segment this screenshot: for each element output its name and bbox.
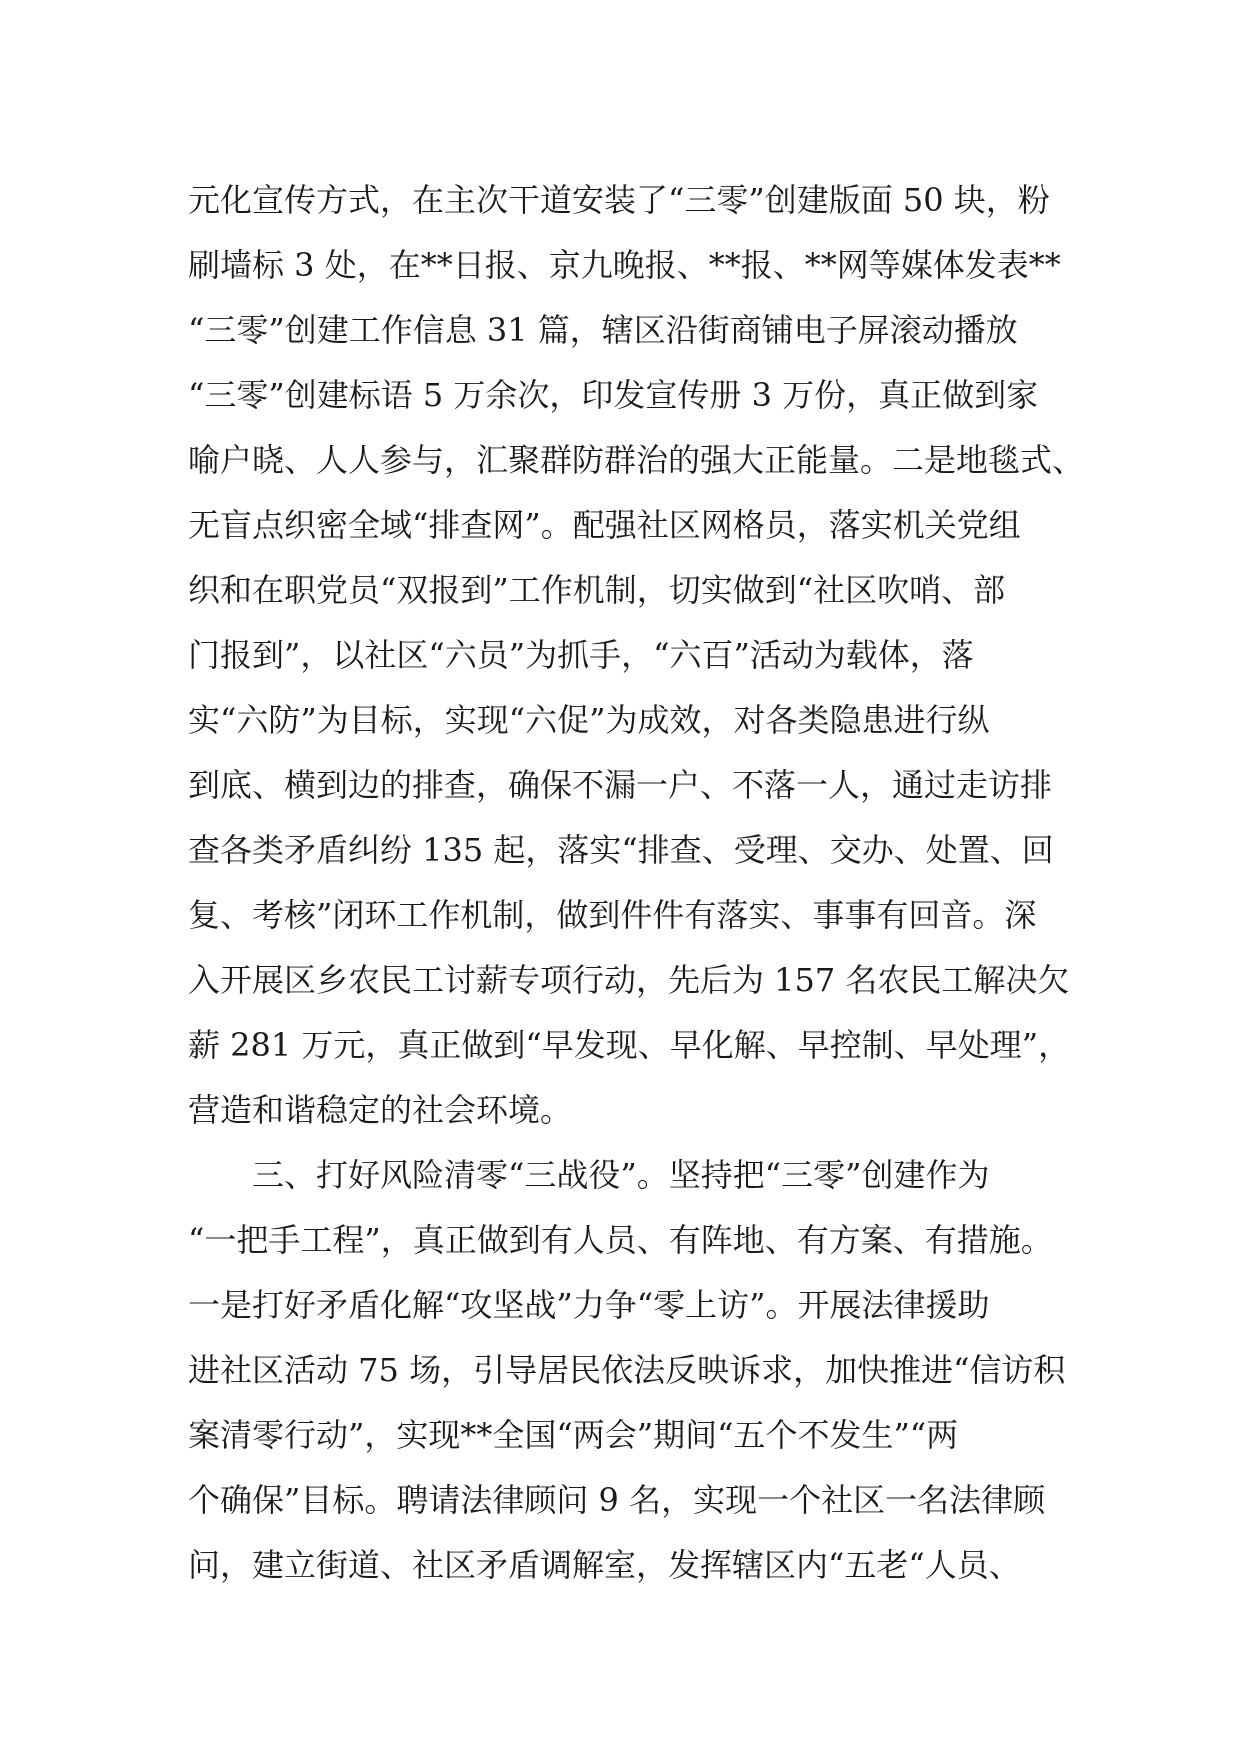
text-line-8: 门报到”，以社区“六员”为抓手，“六百”活动为载体，落 bbox=[188, 636, 974, 674]
text-line-22: 问，建立街道、社区矛盾调解室，发挥辖区内“五老“人员、 bbox=[188, 1546, 1021, 1584]
body-text bbox=[188, 168, 1088, 1598]
text-line-2: 刷墙标 3 处，在**日报、京九晚报、**报、**网等媒体发表** bbox=[188, 246, 1061, 284]
text-line-20: 案清零行动”，实现**全国“两会”期间“五个不发生”“两 bbox=[188, 1416, 959, 1454]
text-line-14: 薪 281 万元，真正做到“早发现、早化解、早控制、早处理”， bbox=[188, 1026, 1071, 1064]
text-line-18: 一是打好矛盾化解“攻坚战”力争“零上访”。开展法律援助 bbox=[188, 1286, 990, 1324]
text-line-9: 实“六防”为目标，实现“六促”为成效，对各类隐患进行纵 bbox=[188, 701, 990, 739]
text-line-16: 三、打好风险清零“三战役”。坚持把“三零”创建作为 bbox=[188, 1156, 990, 1194]
text-line-12: 复、考核”闭环工作机制，做到件件有落实、事事有回音。深 bbox=[188, 896, 1037, 934]
text-line-13: 入开展区乡农民工讨薪专项行动，先后为 157 名农民工解决欠 bbox=[188, 961, 1070, 999]
text-line-3: “三零”创建工作信息 31 篇，辖区沿街商铺电子屏滚动播放 bbox=[188, 311, 1018, 349]
text-line-7: 织和在职党员“双报到”工作机制，切实做到“社区吹哨、部 bbox=[188, 571, 1006, 609]
text-line-11: 查各类矛盾纠纷 135 起，落实“排查、受理、交办、处置、回 bbox=[188, 831, 1054, 869]
text-line-19: 进社区活动 75 场，引导居民依法反映诉求，加快推进“信访积 bbox=[188, 1351, 1066, 1389]
text-line-4: “三零”创建标语 5 万余次，印发宣传册 3 万份，真正做到家 bbox=[188, 376, 1039, 414]
text-line-6: 无盲点织密全域“排查网”。配强社区网格员，落实机关党组 bbox=[188, 506, 1021, 544]
text-line-17: “一把手工程”，真正做到有人员、有阵地、有方案、有措施。 bbox=[188, 1221, 1053, 1259]
text-line-21: 个确保”目标。聘请法律顾问 9 名，实现一个社区一名法律顾 bbox=[188, 1481, 1046, 1519]
text-line-10: 到底、横到边的排查，确保不漏一户、不落一人，通过走访排 bbox=[188, 766, 1053, 804]
text-line-15: 营造和谐稳定的社会环境。 bbox=[188, 1091, 573, 1129]
text-line-1: 元化宣传方式，在主次干道安装了“三零”创建版面 50 块，粉 bbox=[188, 181, 1050, 219]
text-line-5: 喻户晓、人人参与，汇聚群防群治的强大正能量。二是地毯式、 bbox=[188, 441, 1085, 479]
